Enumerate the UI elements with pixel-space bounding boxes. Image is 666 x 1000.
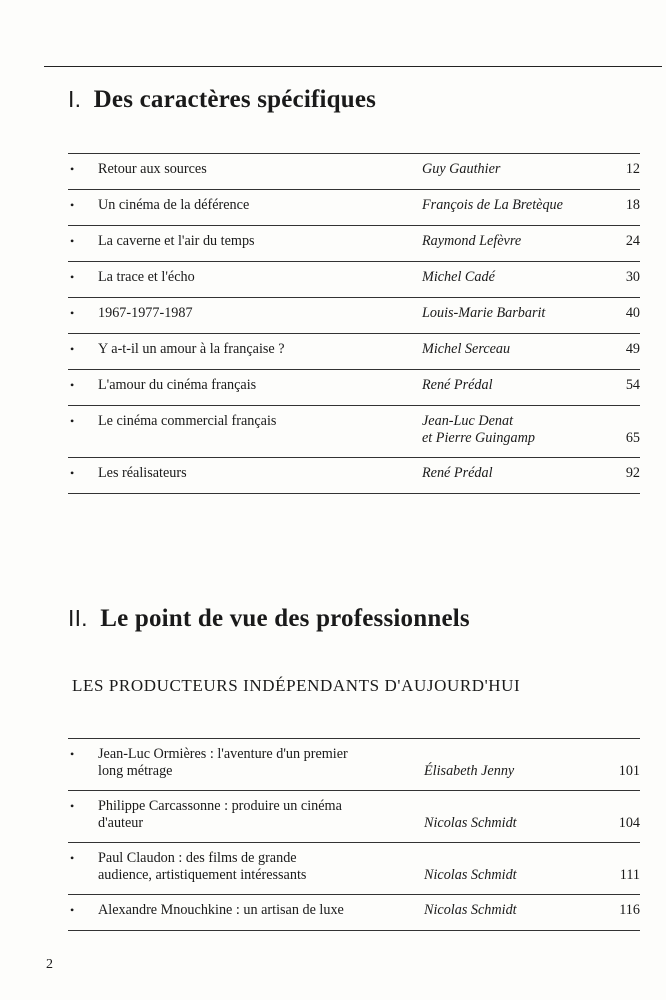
entry-title: Retour aux sources [98, 161, 207, 177]
entry-page-number: 30 [625, 269, 640, 285]
entry-author: René Prédal [422, 377, 493, 393]
section-1-heading [68, 86, 376, 114]
entry-author: Raymond Lefèvre [422, 233, 522, 249]
section-2-title: Le point de vue des professionnels [100, 605, 470, 632]
toc-entry [68, 262, 640, 298]
entry-page-number: 116 [619, 902, 640, 918]
entry-title: 1967-1977-1987 [98, 305, 193, 321]
entry-title: Jean-Luc Ormières : l'aventure d'un premier long métrage [98, 746, 348, 779]
entry-title: La caverne et l'air du temps [98, 233, 255, 249]
entry-page-number: 54 [625, 377, 640, 393]
entry-author: Élisabeth Jenny [424, 763, 515, 779]
bullet-icon: • [70, 414, 75, 428]
section-2-toc [68, 738, 640, 931]
entry-author: Michel Cadé [422, 269, 495, 285]
section-2-numeral: II. [68, 605, 88, 631]
section-1-numeral: I. [68, 86, 82, 112]
bullet-icon: • [70, 306, 75, 320]
bullet-icon: • [70, 234, 75, 248]
bullet-icon: • [70, 198, 75, 212]
entry-title: Paul Claudon : des films de grande audience, artistiquement intéressants [98, 850, 307, 883]
entry-title: La trace et l'écho [98, 269, 195, 285]
entry-page-number: 40 [625, 305, 640, 321]
bullet-icon: • [70, 342, 75, 356]
entry-title: L'amour du cinéma français [98, 377, 257, 393]
entry-title: Un cinéma de la déférence [98, 197, 250, 213]
section-2-heading [68, 605, 470, 633]
toc-entry [68, 843, 640, 895]
entry-title: Y a-t-il un amour à la française ? [98, 341, 285, 357]
bullet-icon: • [70, 799, 75, 813]
toc-entry [68, 154, 640, 190]
entry-author: Nicolas Schmidt [424, 815, 517, 831]
bullet-icon: • [70, 378, 75, 392]
toc-entry [68, 739, 640, 791]
entry-title: Philippe Carcassonne : produire un cinéma d'auteur [98, 798, 342, 831]
entry-page-number: 12 [625, 161, 640, 177]
entry-page-number: 65 [625, 430, 640, 446]
entry-author: François de La Bretèque [422, 197, 563, 213]
section-1-toc [68, 153, 640, 494]
toc-entry [68, 190, 640, 226]
entry-author: Nicolas Schmidt [424, 902, 517, 918]
page-number: 2 [46, 957, 53, 972]
entry-page-number: 111 [619, 867, 640, 883]
entry-author: Nicolas Schmidt [424, 867, 517, 883]
entry-page-number: 104 [618, 815, 640, 831]
toc-entry [68, 406, 640, 458]
entry-page-number: 101 [618, 763, 640, 779]
bullet-icon: • [70, 466, 75, 480]
section-1-title: Des caractères spécifiques [93, 86, 377, 113]
entry-page-number: 49 [625, 341, 640, 357]
toc-entry [68, 791, 640, 843]
entry-page-number: 18 [625, 197, 640, 213]
entry-title: Le cinéma commercial français [98, 413, 277, 429]
bullet-icon: • [70, 903, 75, 917]
toc-entry [68, 370, 640, 406]
entry-author: Jean-Luc Denat et Pierre Guingamp [422, 413, 535, 446]
entry-author: Guy Gauthier [422, 161, 501, 177]
entry-title: Alexandre Mnouchkine : un artisan de luxe [98, 902, 344, 918]
bullet-icon: • [70, 162, 75, 176]
bullet-icon: • [70, 747, 75, 761]
top-rule [44, 66, 662, 67]
entry-title: Les réalisateurs [98, 465, 187, 481]
toc-entry [68, 226, 640, 262]
toc-entry [68, 458, 640, 494]
section-2-subheading: LES PRODUCTEURS INDÉPENDANTS D'AUJOURD'HUI [72, 676, 521, 695]
entry-author: Michel Serceau [422, 341, 511, 357]
toc-entry [68, 334, 640, 370]
entry-page-number: 24 [625, 233, 640, 249]
bullet-icon: • [70, 270, 75, 284]
entry-author: Louis-Marie Barbarit [422, 305, 546, 321]
toc-entry [68, 895, 640, 931]
entry-author: René Prédal [422, 465, 493, 481]
entry-page-number: 92 [625, 465, 640, 481]
toc-entry [68, 298, 640, 334]
bullet-icon: • [70, 851, 75, 865]
